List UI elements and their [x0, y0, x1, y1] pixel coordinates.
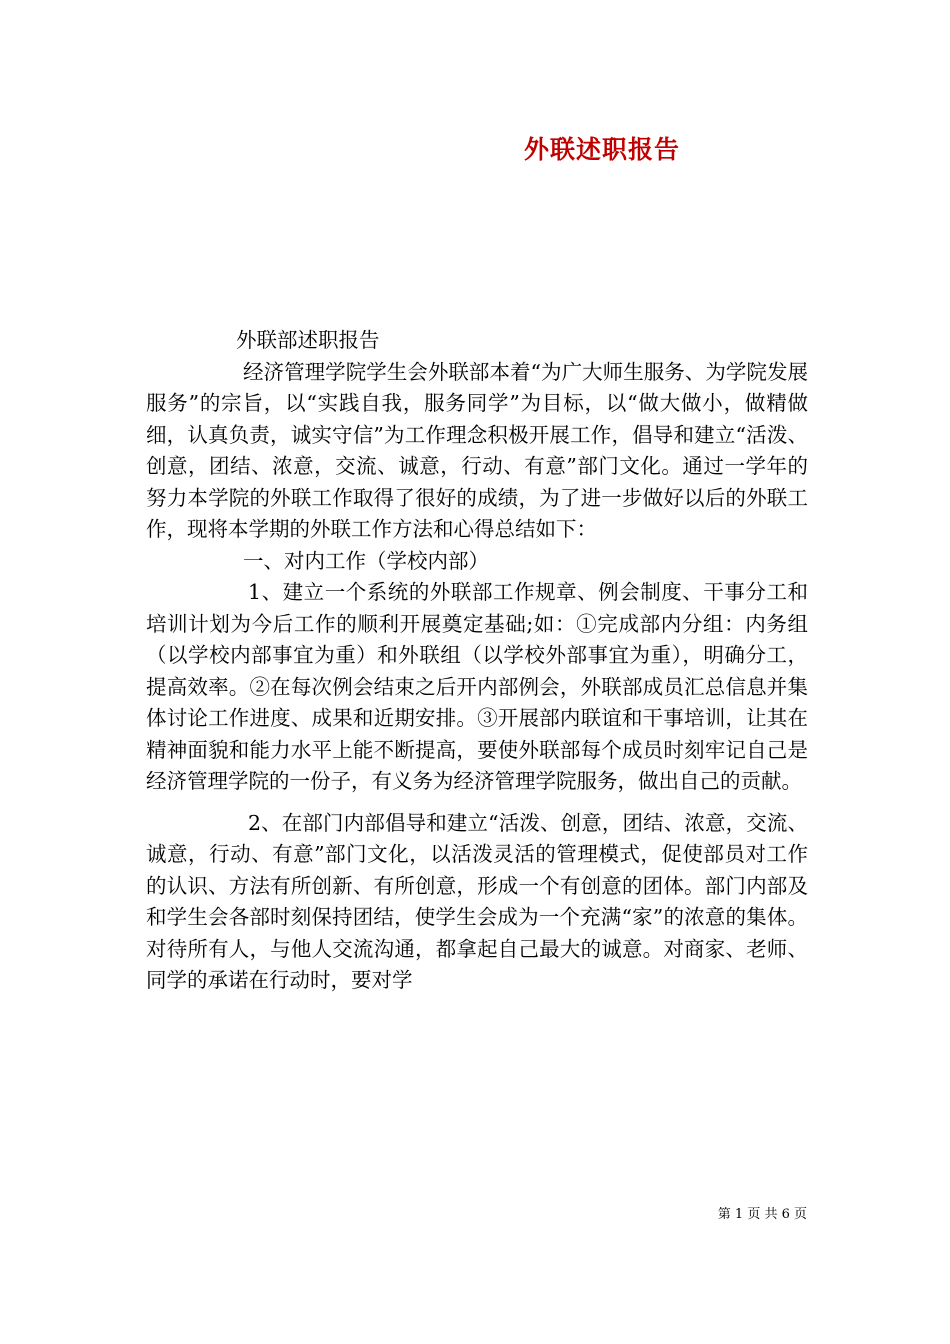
document-body — [146, 325, 808, 997]
section-heading-internal-work: 一、对内工作（学校内部） — [243, 548, 489, 573]
paragraph-item-1: 1、建立一个系统的外联部工作规章、例会制度、干事分工和培训计划为今后工作的顺利开展奠定基础;如：①完成部内分组：内务组（以学校内部事宜为重）和外联组（以学校外部事宜为重），明确分工，提高效率。②在每次例会结束之后开内部例会，外联部成员汇总信息并集体讨论工作进度、成果和近期安排。③开展部内联谊和干事培训，让其在精神面貌和能力水平上能不断提高，要使外联部每个成员时刻牢记自己是经济管理学院的一份子，有义务为经济管理学院服务，做出自己的贡献。 — [146, 580, 808, 793]
document-subtitle: 外联部述职报告 — [236, 328, 380, 352]
document-title: 外联述职报告 — [523, 135, 680, 164]
intro-paragraph: 经济管理学院学生会外联部本着“为广大师生服务、为学院发展服务”的宗旨，以“实践自我，服务同学”为目标，以“做大做小，做精做细，认真负责，诚实守信”为工作理念积极开展工作，倡导和建立“活泼、创意，团结、浓意，交流、诚意，行动、有意”部门文化。通过一学年的努力本学院的外联工作取得了很好的成绩，为了进一步做好以后的外联工作，现将本学期的外联工作方法和心得总结如下： — [146, 359, 808, 541]
page-number-indicator: 第 1 页 共 6 页 — [717, 1207, 807, 1222]
paragraph-item-2: 2、在部门内部倡导和建立“活泼、创意，团结、浓意，交流、诚意，行动、有意”部门文化，以活泼灵活的管理模式，促使部员对工作的认识、方法有所创新、有所创意，形成一个有创意的团体。部门内部及和学生会各部时刻保持团结，使学生会成为一个充满“家”的浓意的集体。对待所有人，与他人交流沟通，都拿起自己最大的诚意。对商家、老师、同学的承诺在行动时，要对学 — [146, 810, 808, 992]
